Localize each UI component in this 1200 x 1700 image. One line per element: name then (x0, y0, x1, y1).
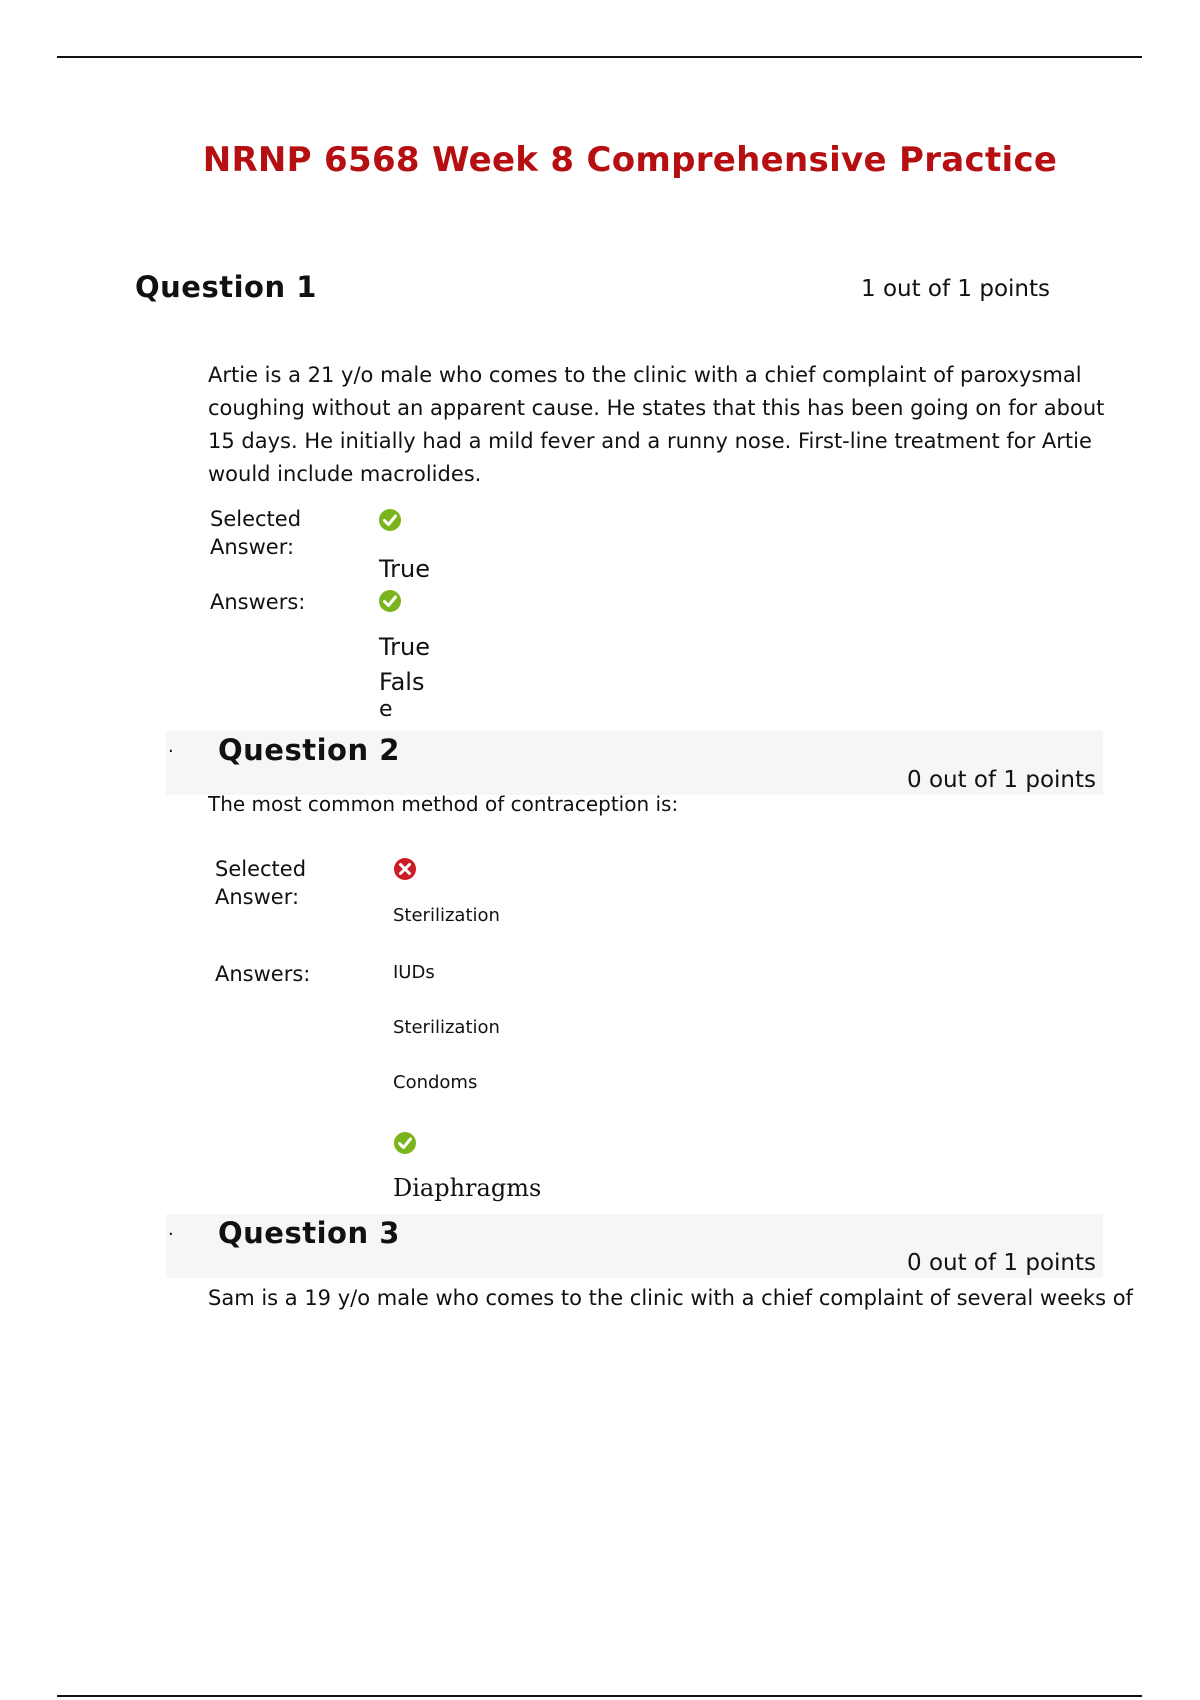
question-2-heading: Question 2 (218, 733, 400, 767)
check-circle-icon (393, 1131, 417, 1155)
question-1-heading: Question 1 (135, 270, 317, 304)
answer-option: Fals (379, 668, 425, 696)
question-2-text: The most common method of contraception is: (208, 792, 679, 816)
check-circle-icon (378, 589, 402, 613)
question-3-text: Sam is a 19 y/o male who comes to the clinic with a chief complaint of several weeks of (208, 1286, 1133, 1310)
x-circle-icon (393, 857, 417, 881)
question-2-selected-label: Selected Answer: (215, 857, 307, 909)
answer-option: Sterilization (393, 1017, 500, 1038)
answer-option: Condoms (393, 1072, 478, 1093)
bottom-rule (57, 1695, 1142, 1697)
question-2-selected-answer: Sterilization (393, 905, 500, 926)
answer-option: Diaphragms (393, 1174, 542, 1202)
answer-option: e (379, 697, 393, 722)
question-1-text: Artie is a 21 y/o male who comes to the clinic with a chief complaint of paroxysmal coughing without an apparent cause. He states that this has been going on for about 15 days. He initially had a mild fever and a runny nose. First-line treatment for Artie would include macrolides. (208, 363, 1105, 486)
question-3-heading: Question 3 (218, 1216, 400, 1250)
question-3-points: 0 out of 1 points (907, 1250, 1096, 1276)
question-1-answers-label: Answers: (210, 590, 306, 614)
check-circle-icon (378, 508, 402, 532)
document-title: NRNP 6568 Week 8 Comprehensive Practice (202, 140, 1058, 180)
question-2-answers-label: Answers: (215, 962, 311, 986)
bullet: · (168, 741, 174, 762)
bullet: · (168, 1224, 174, 1245)
question-2-points: 0 out of 1 points (907, 767, 1096, 793)
question-1-points: 1 out of 1 points (861, 276, 1050, 302)
question-1-selected-answer: True (379, 555, 430, 583)
answer-option: IUDs (393, 962, 435, 983)
answer-option: True (379, 633, 430, 661)
top-rule (57, 56, 1142, 58)
question-1-selected-label: Selected Answer: (210, 507, 302, 559)
